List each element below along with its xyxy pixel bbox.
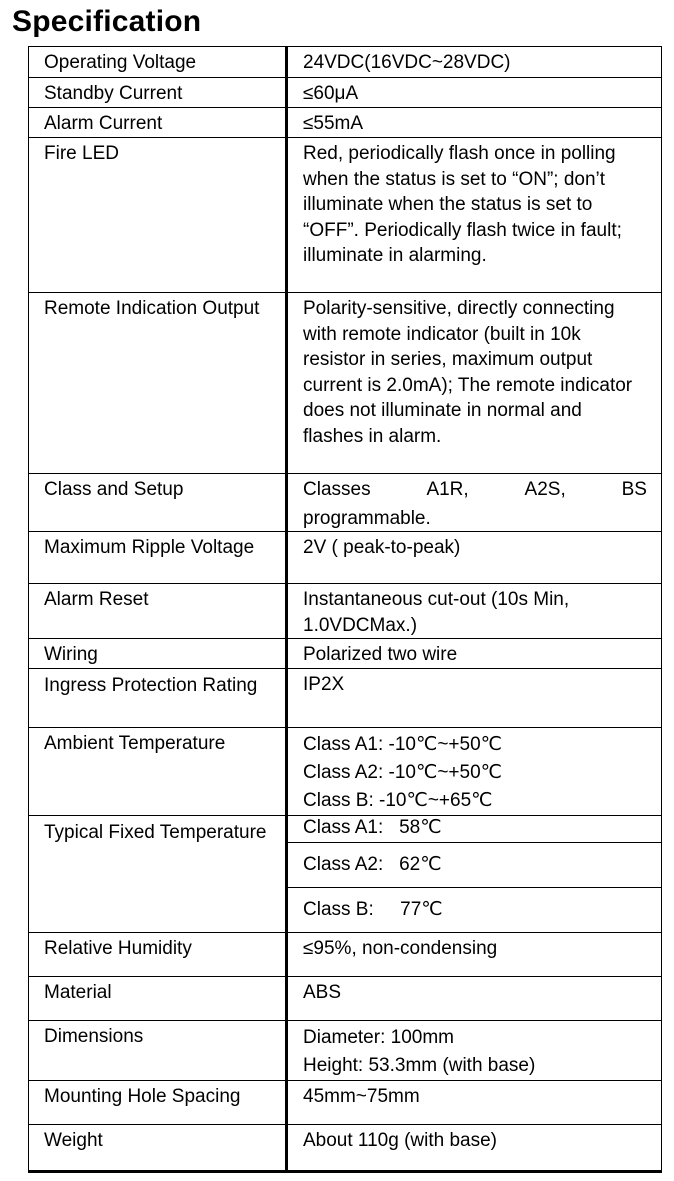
row-value: ABS (287, 977, 662, 1021)
row-label: Remote Indication Output (29, 293, 287, 474)
table-row (29, 977, 662, 1021)
class-list (303, 477, 647, 503)
row-label: Class and Setup (29, 474, 287, 532)
class-word: A1R, (426, 479, 469, 500)
row-value: Polarity-sensitive, directly connecting with remote indicator (built in 10k resistor in series, maximum output current is 2.0mA); The remote indicator does not illuminate in normal and flashes in alarm. (287, 293, 662, 474)
table-row (29, 1125, 662, 1172)
table-row (29, 933, 662, 977)
fixed-temp-value: Class A1: 58℃ (303, 817, 442, 838)
table-row (29, 474, 662, 532)
row-label: Weight (29, 1125, 287, 1172)
page-title: Specification (12, 5, 202, 38)
row-label: Ingress Protection Rating (29, 669, 287, 728)
class-setup-note: programmable. (303, 507, 431, 529)
fixed-temp-subrow (288, 888, 661, 932)
fixed-temp-value: Class B: 77℃ (303, 899, 443, 920)
table-row (29, 138, 662, 293)
specification-table (28, 46, 662, 1173)
table-row (29, 47, 662, 78)
table-row (29, 1081, 662, 1125)
row-value (287, 474, 662, 532)
fixed-temp-subrow (288, 843, 661, 888)
table-row (29, 584, 662, 639)
row-value (287, 1021, 662, 1081)
row-value (287, 816, 662, 933)
row-label: Ambient Temperature (29, 728, 287, 816)
table-row (29, 1021, 662, 1081)
table-row (29, 532, 662, 584)
table-row (29, 669, 662, 728)
row-label: Wiring (29, 639, 287, 669)
fixed-temp-value: Class A2: 62℃ (303, 854, 442, 875)
row-value: Polarized two wire (287, 639, 662, 669)
row-value: ≤95%, non-condensing (287, 933, 662, 977)
table-row (29, 728, 662, 816)
dimension-line: Height: 53.3mm (with base) (303, 1055, 536, 1076)
table-row (29, 816, 662, 933)
temp-line: Class B: -10℃~+65℃ (303, 790, 493, 811)
table-row (29, 78, 662, 108)
row-label: Alarm Current (29, 108, 287, 138)
row-value: 2V ( peak-to-peak) (287, 532, 662, 584)
table-row (29, 293, 662, 474)
row-label: Alarm Reset (29, 584, 287, 639)
row-value: 45mm~75mm (287, 1081, 662, 1125)
temp-line: Class A1: -10℃~+50℃ (303, 734, 502, 755)
row-value: ≤60μA (287, 78, 662, 108)
row-value: Instantaneous cut-out (10s Min, 1.0VDCMax.) (287, 584, 662, 639)
row-value: Red, periodically flash once in polling when the status is set to “ON”; don’t illuminate when the status is set to “OFF”. Periodically flash twice in fault; illuminate in alarming. (287, 138, 662, 293)
dimension-line: Diameter: 100mm (303, 1027, 454, 1048)
fixed-temp-subrow (288, 816, 661, 843)
row-value (287, 728, 662, 816)
row-label: Operating Voltage (29, 47, 287, 78)
row-value: ≤55mA (287, 108, 662, 138)
row-value: About 110g (with base) (287, 1125, 662, 1172)
class-word: BS (621, 479, 647, 500)
class-word: A2S, (524, 479, 566, 500)
temp-line: Class A2: -10℃~+50℃ (303, 762, 502, 783)
row-label: Maximum Ripple Voltage (29, 532, 287, 584)
row-label: Mounting Hole Spacing (29, 1081, 287, 1125)
row-label: Fire LED (29, 138, 287, 293)
row-label: Standby Current (29, 78, 287, 108)
row-value: IP2X (287, 669, 662, 728)
row-label: Typical Fixed Temperature (29, 816, 287, 933)
class-word: Classes (303, 479, 371, 500)
table-row (29, 639, 662, 669)
row-label: Dimensions (29, 1021, 287, 1081)
table-row (29, 108, 662, 138)
row-value: 24VDC(16VDC~28VDC) (287, 47, 662, 78)
row-label: Material (29, 977, 287, 1021)
row-label: Relative Humidity (29, 933, 287, 977)
